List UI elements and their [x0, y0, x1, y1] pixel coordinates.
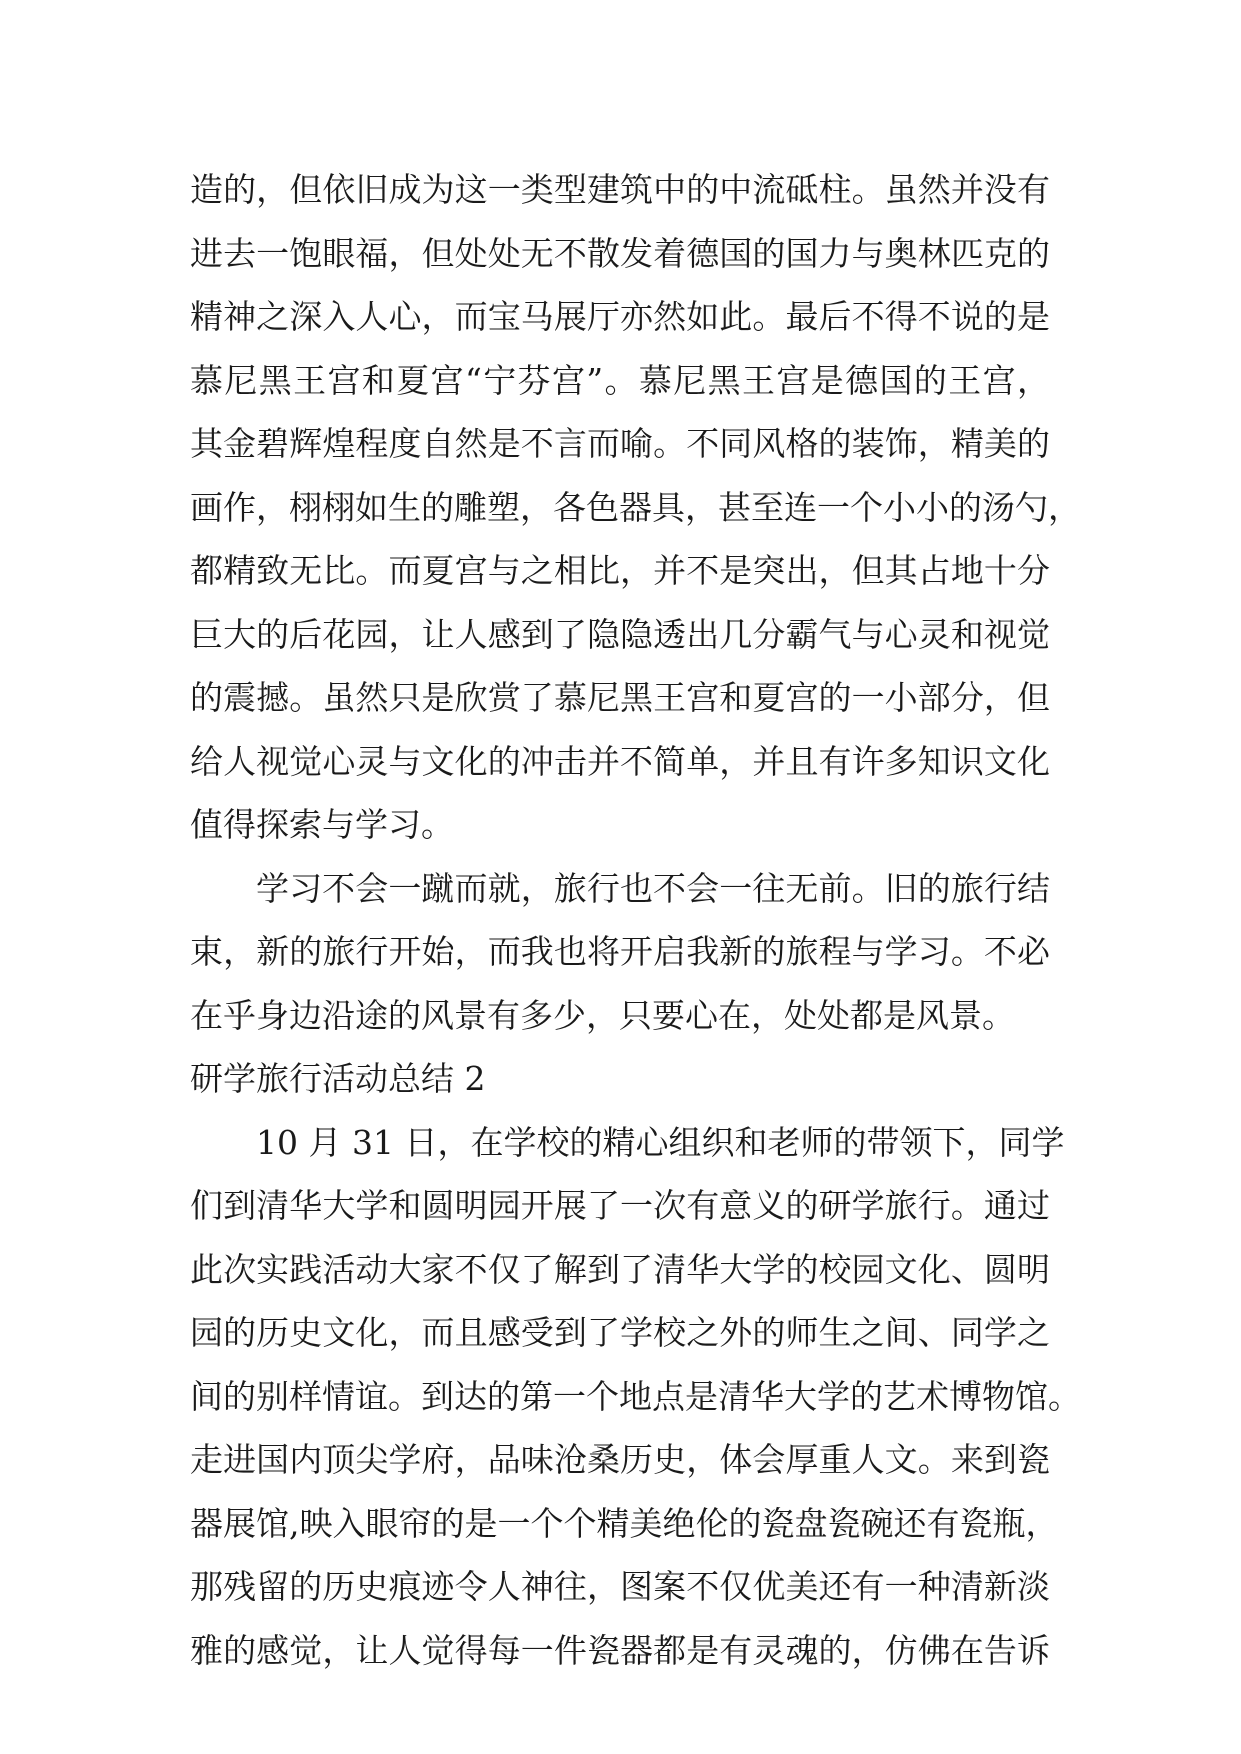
- text-line: 那残留的历史痕迹令人神往，图案不仅优美还有一种清新淡: [190, 1567, 1050, 1606]
- document-body: [190, 158, 1081, 1682]
- text-line: 精神之深入人心，而宝马展厅亦然如此。最后不得不说的是: [190, 297, 1050, 336]
- text-line: 束，新的旅行开始，而我也将开启我新的旅程与学习。不必: [190, 932, 1050, 971]
- text-line: 10 月 31 日，在学校的精心组织和老师的带领下，同学: [256, 1122, 1065, 1162]
- text-line: 园的历史文化，而且感受到了学校之外的师生之间、同学之: [190, 1313, 1050, 1352]
- text-line: 的震撼。虽然只是欣赏了慕尼黑王宫和夏宫的一小部分，但: [190, 678, 1050, 717]
- text-line: 器展馆,映入眼帘的是一个个精美绝伦的瓷盘瓷碗还有瓷瓶，: [190, 1503, 1059, 1543]
- text-line: 学习不会一蹴而就，旅行也不会一往无前。旧的旅行结: [256, 868, 1050, 908]
- text-line: 值得探索与学习。: [190, 805, 454, 844]
- text-line: 慕尼黑王宫和夏宫“宁芬宫”。慕尼黑王宫是德国的王宫，: [190, 360, 1050, 400]
- section-heading: 研学旅行活动总结 2: [190, 1059, 486, 1098]
- text-line: 此次实践活动大家不仅了解到了清华大学的校园文化、圆明: [190, 1249, 1050, 1289]
- text-line: 雅的感觉，让人觉得每一件瓷器都是有灵魂的，仿佛在告诉: [190, 1630, 1050, 1670]
- text-line: 画作，栩栩如生的雕塑，各色器具，甚至连一个小小的汤勺，: [190, 487, 1081, 527]
- text-line: 都精致无比。而夏宫与之相比，并不是突出，但其占地十分: [190, 551, 1050, 590]
- text-line: 进去一饱眼福，但处处无不散发着德国的国力与奥林匹克的: [190, 233, 1050, 273]
- text-line: 给人视觉心灵与文化的冲击并不简单，并且有许多知识文化: [190, 741, 1050, 781]
- text-line: 间的别样情谊。到达的第一个地点是清华大学的艺术博物馆。: [190, 1376, 1081, 1416]
- text-line: 巨大的后花园，让人感到了隐隐透出几分霸气与心灵和视觉: [190, 614, 1050, 654]
- text-line: 其金碧辉煌程度自然是不言而喻。不同风格的装饰，精美的: [190, 424, 1050, 463]
- text-line: 造的，但依旧成为这一类型建筑中的中流砥柱。虽然并没有: [190, 170, 1050, 209]
- text-line: 在乎身边沿途的风景有多少，只要心在，处处都是风景。: [190, 995, 1015, 1035]
- text-line: 们到清华大学和圆明园开展了一次有意义的研学旅行。通过: [190, 1186, 1050, 1225]
- text-line: 走进国内顶尖学府，品味沧桑历史，体会厚重人文。来到瓷: [190, 1440, 1050, 1479]
